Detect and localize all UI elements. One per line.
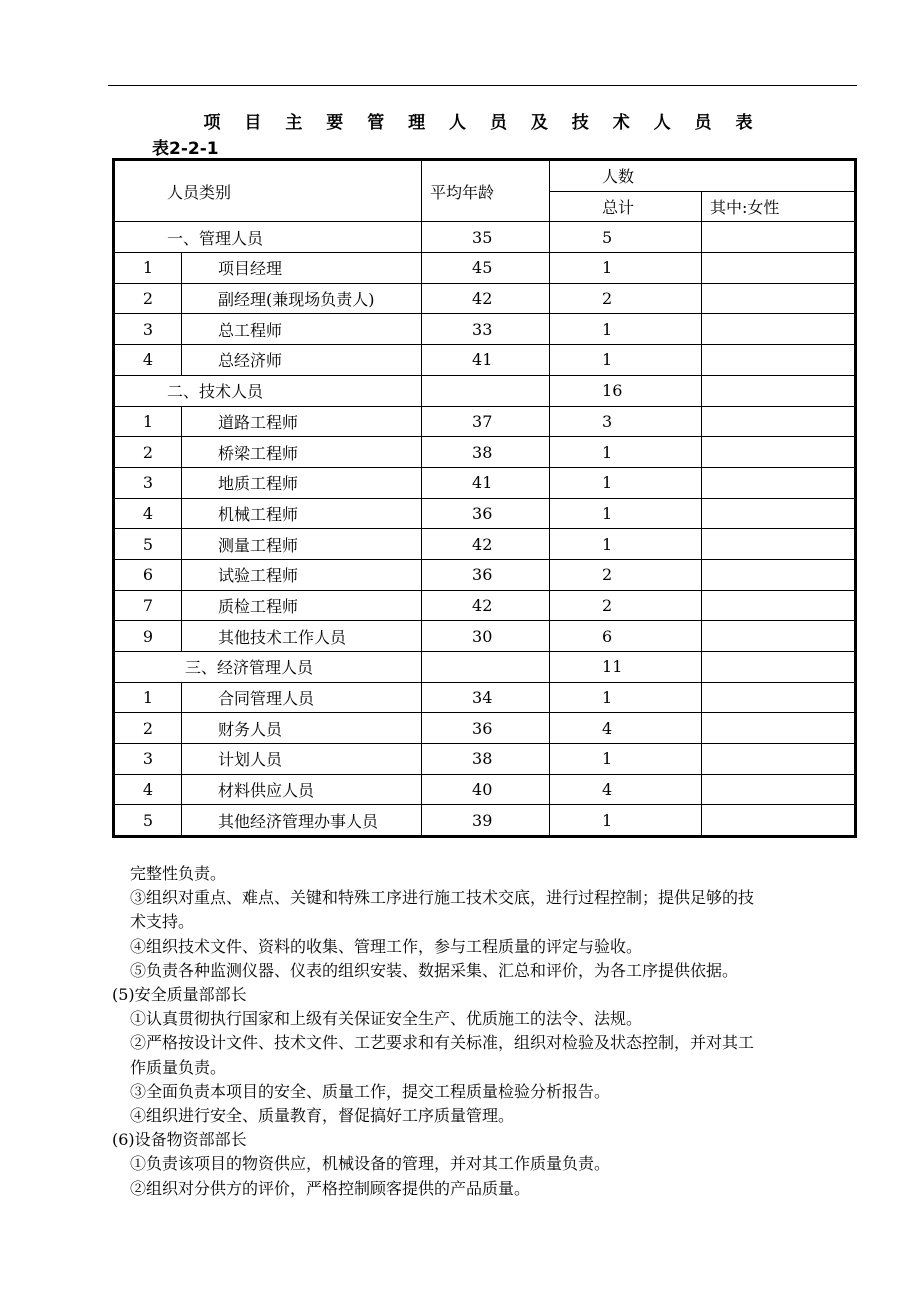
row-female — [702, 498, 856, 529]
row-total: 1 — [550, 682, 702, 713]
header-avg-age: 平均年龄 — [422, 160, 550, 222]
row-name: 道路工程师 — [182, 406, 422, 437]
row-avg-age: 42 — [422, 590, 550, 621]
table-row — [114, 805, 856, 837]
section-heading-5: (5)安全质量部部长 — [112, 985, 247, 1005]
row-total: 1 — [550, 498, 702, 529]
row-total: 3 — [550, 406, 702, 437]
row-total: 1 — [550, 253, 702, 284]
row-total: 1 — [550, 744, 702, 775]
table-row — [114, 467, 856, 498]
row-number: 2 — [114, 713, 182, 744]
section-label: 二、技术人员 — [114, 375, 422, 406]
header-category: 人员类别 — [114, 160, 422, 222]
section-avg-age: 35 — [422, 222, 550, 253]
body-line: ②严格按设计文件、技术文件、工艺要求和有关标准，组织对检验及状态控制，并对其工 — [130, 1033, 755, 1053]
table-header-row — [114, 160, 856, 192]
table-row — [114, 314, 856, 345]
row-name: 桥梁工程师 — [182, 437, 422, 468]
row-female — [702, 529, 856, 560]
staff-table — [112, 158, 857, 838]
row-female — [702, 314, 856, 345]
row-name: 试验工程师 — [182, 559, 422, 590]
row-female — [702, 621, 856, 652]
row-avg-age: 37 — [422, 406, 550, 437]
row-avg-age: 45 — [422, 253, 550, 284]
section-female — [702, 222, 856, 253]
body-line: ①认真贯彻执行国家和上级有关保证安全生产、优质施工的法令、法规。 — [130, 1009, 643, 1029]
body-line: 作质量负责。 — [130, 1057, 227, 1077]
row-number: 3 — [114, 314, 182, 345]
table-row — [114, 529, 856, 560]
section-label: 三、经济管理人员 — [114, 652, 422, 683]
row-name: 副经理(兼现场负责人) — [182, 283, 422, 314]
row-number: 4 — [114, 498, 182, 529]
section-heading-6: (6)设备物资部部长 — [112, 1130, 247, 1150]
row-name: 其他技术工作人员 — [182, 621, 422, 652]
row-avg-age: 38 — [422, 437, 550, 468]
table-row — [114, 253, 856, 284]
row-name: 财务人员 — [182, 713, 422, 744]
row-number: 1 — [114, 253, 182, 284]
row-number: 6 — [114, 559, 182, 590]
row-female — [702, 744, 856, 775]
row-total: 1 — [550, 345, 702, 376]
section-avg-age — [422, 375, 550, 406]
body-line: ④组织技术文件、资料的收集、管理工作，参与工程质量的评定与验收。 — [130, 936, 643, 956]
body-line: ⑤负责各种监测仪器、仪表的组织安装、数据采集、汇总和评价，为各工序提供依据。 — [130, 960, 739, 980]
table-row — [114, 406, 856, 437]
table-row — [114, 498, 856, 529]
body-line: ①负责该项目的物资供应，机械设备的管理，并对其工作质量负责。 — [130, 1154, 611, 1174]
row-total: 4 — [550, 713, 702, 744]
body-line: ②组织对分供方的评价，严格控制顾客提供的产品质量。 — [130, 1178, 531, 1198]
row-avg-age: 42 — [422, 529, 550, 560]
row-number: 7 — [114, 590, 182, 621]
row-total: 2 — [550, 559, 702, 590]
body-text — [112, 862, 857, 1201]
row-number: 1 — [114, 682, 182, 713]
row-avg-age: 40 — [422, 774, 550, 805]
row-female — [702, 805, 856, 837]
row-name: 合同管理人员 — [182, 682, 422, 713]
row-avg-age: 36 — [422, 559, 550, 590]
row-female — [702, 713, 856, 744]
body-line: 术支持。 — [130, 912, 195, 932]
row-name: 机械工程师 — [182, 498, 422, 529]
table-row — [114, 713, 856, 744]
row-total: 1 — [550, 437, 702, 468]
row-name: 质检工程师 — [182, 590, 422, 621]
table-row — [114, 590, 856, 621]
row-female — [702, 437, 856, 468]
header-female: 其中:女性 — [702, 191, 856, 222]
row-name: 测量工程师 — [182, 529, 422, 560]
row-avg-age: 30 — [422, 621, 550, 652]
section-female — [702, 375, 856, 406]
row-female — [702, 283, 856, 314]
row-number: 3 — [114, 744, 182, 775]
body-line: ③全面负责本项目的安全、质量工作，提交工程质量检验分析报告。 — [130, 1081, 611, 1101]
body-line: 完整性负责。 — [130, 864, 227, 883]
section-avg-age — [422, 652, 550, 683]
row-total: 1 — [550, 467, 702, 498]
section-row — [114, 652, 856, 683]
table-row — [114, 283, 856, 314]
table-title: 项 目 主 要 管 理 人 员 及 技 术 人 员 表 — [203, 113, 762, 133]
table-row — [114, 744, 856, 775]
row-number: 1 — [114, 406, 182, 437]
row-total: 6 — [550, 621, 702, 652]
table-row — [114, 559, 856, 590]
row-number: 4 — [114, 774, 182, 805]
row-female — [702, 590, 856, 621]
row-total: 2 — [550, 283, 702, 314]
row-total: 1 — [550, 314, 702, 345]
body-line: ④组织进行安全、质量教育，督促搞好工序质量管理。 — [130, 1106, 515, 1126]
row-name: 计划人员 — [182, 744, 422, 775]
row-female — [702, 406, 856, 437]
row-name: 地质工程师 — [182, 467, 422, 498]
row-female — [702, 467, 856, 498]
table-number: 表2-2-1 — [152, 139, 219, 159]
row-avg-age: 33 — [422, 314, 550, 345]
table-row — [114, 345, 856, 376]
row-avg-age: 34 — [422, 682, 550, 713]
section-label: 一、管理人员 — [114, 222, 422, 253]
row-female — [702, 682, 856, 713]
header-total: 总计 — [550, 191, 702, 222]
top-rule — [108, 85, 857, 86]
section-total: 11 — [550, 652, 702, 683]
row-number: 5 — [114, 805, 182, 837]
row-number: 3 — [114, 467, 182, 498]
section-row — [114, 222, 856, 253]
row-number: 5 — [114, 529, 182, 560]
row-number: 2 — [114, 283, 182, 314]
section-row — [114, 375, 856, 406]
body-line: ③组织对重点、难点、关键和特殊工序进行施工技术交底，进行过程控制；提供足够的技 — [130, 888, 755, 908]
row-name: 总工程师 — [182, 314, 422, 345]
row-avg-age: 41 — [422, 467, 550, 498]
row-avg-age: 42 — [422, 283, 550, 314]
row-female — [702, 774, 856, 805]
row-name: 项目经理 — [182, 253, 422, 284]
section-total: 5 — [550, 222, 702, 253]
row-name: 总经济师 — [182, 345, 422, 376]
row-total: 1 — [550, 529, 702, 560]
section-total: 16 — [550, 375, 702, 406]
row-number: 4 — [114, 345, 182, 376]
header-people: 人数 — [550, 160, 856, 192]
row-avg-age: 36 — [422, 713, 550, 744]
row-avg-age: 36 — [422, 498, 550, 529]
row-name: 材料供应人员 — [182, 774, 422, 805]
row-name: 其他经济管理办事人员 — [182, 805, 422, 837]
table-row — [114, 621, 856, 652]
row-avg-age: 41 — [422, 345, 550, 376]
table-row — [114, 437, 856, 468]
row-female — [702, 345, 856, 376]
row-avg-age: 38 — [422, 744, 550, 775]
row-total: 4 — [550, 774, 702, 805]
row-female — [702, 559, 856, 590]
row-number: 2 — [114, 437, 182, 468]
row-total: 1 — [550, 805, 702, 837]
row-avg-age: 39 — [422, 805, 550, 837]
row-female — [702, 253, 856, 284]
row-number: 9 — [114, 621, 182, 652]
table-row — [114, 682, 856, 713]
section-female — [702, 652, 856, 683]
table-row — [114, 774, 856, 805]
row-total: 2 — [550, 590, 702, 621]
